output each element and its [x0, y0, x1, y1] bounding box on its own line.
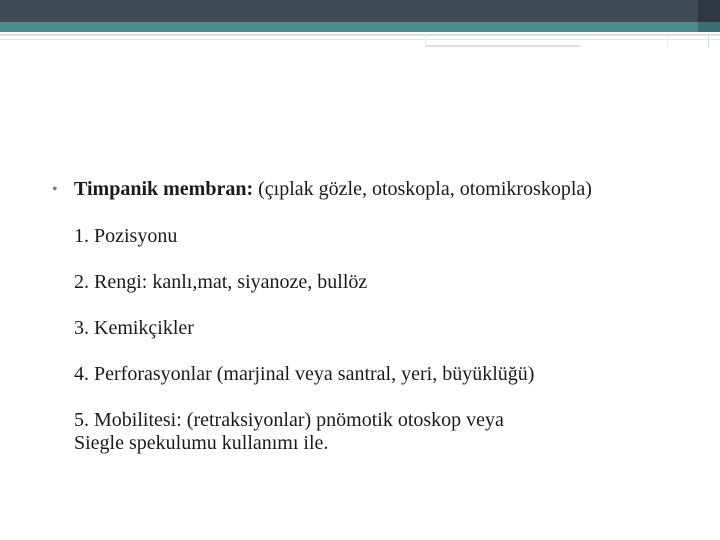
- header-bar-teal: [0, 22, 720, 32]
- divider-line: [0, 34, 720, 36]
- list-item: 2. Rengi: kanlı,mat, siyanoze, bullöz: [74, 271, 368, 293]
- divider-line: [667, 34, 668, 46]
- divider-line: [0, 39, 720, 40]
- list-item: 3. Kemikçikler: [74, 317, 194, 339]
- header-bar-end-teal: [698, 22, 720, 32]
- bullet-item: [52, 178, 692, 201]
- header-bar-end: [698, 0, 720, 22]
- divider-line: [425, 45, 580, 47]
- list-item: 4. Perforasyonlar (marjinal veya santral, yeri, büyüklüğü): [74, 363, 535, 385]
- divider-line: [425, 34, 426, 46]
- bullet-icon: •: [52, 181, 58, 198]
- slide-content: [52, 178, 692, 455]
- bullet-term: Timpanik membran:: [74, 178, 254, 200]
- item-list: [74, 225, 692, 455]
- bullet-text: [74, 178, 692, 201]
- bullet-description: (çıplak gözle, otoskopla, otomikroskopla): [253, 178, 592, 200]
- list-item: 1. Pozisyonu: [74, 225, 178, 247]
- header-bar-dark: [0, 0, 720, 22]
- divider-line: [708, 34, 709, 48]
- list-item: 5. Mobilitesi: (retraksiyonlar) pnömotik otoskop veya Siegle spekulumu kullanımı ile.: [74, 409, 504, 454]
